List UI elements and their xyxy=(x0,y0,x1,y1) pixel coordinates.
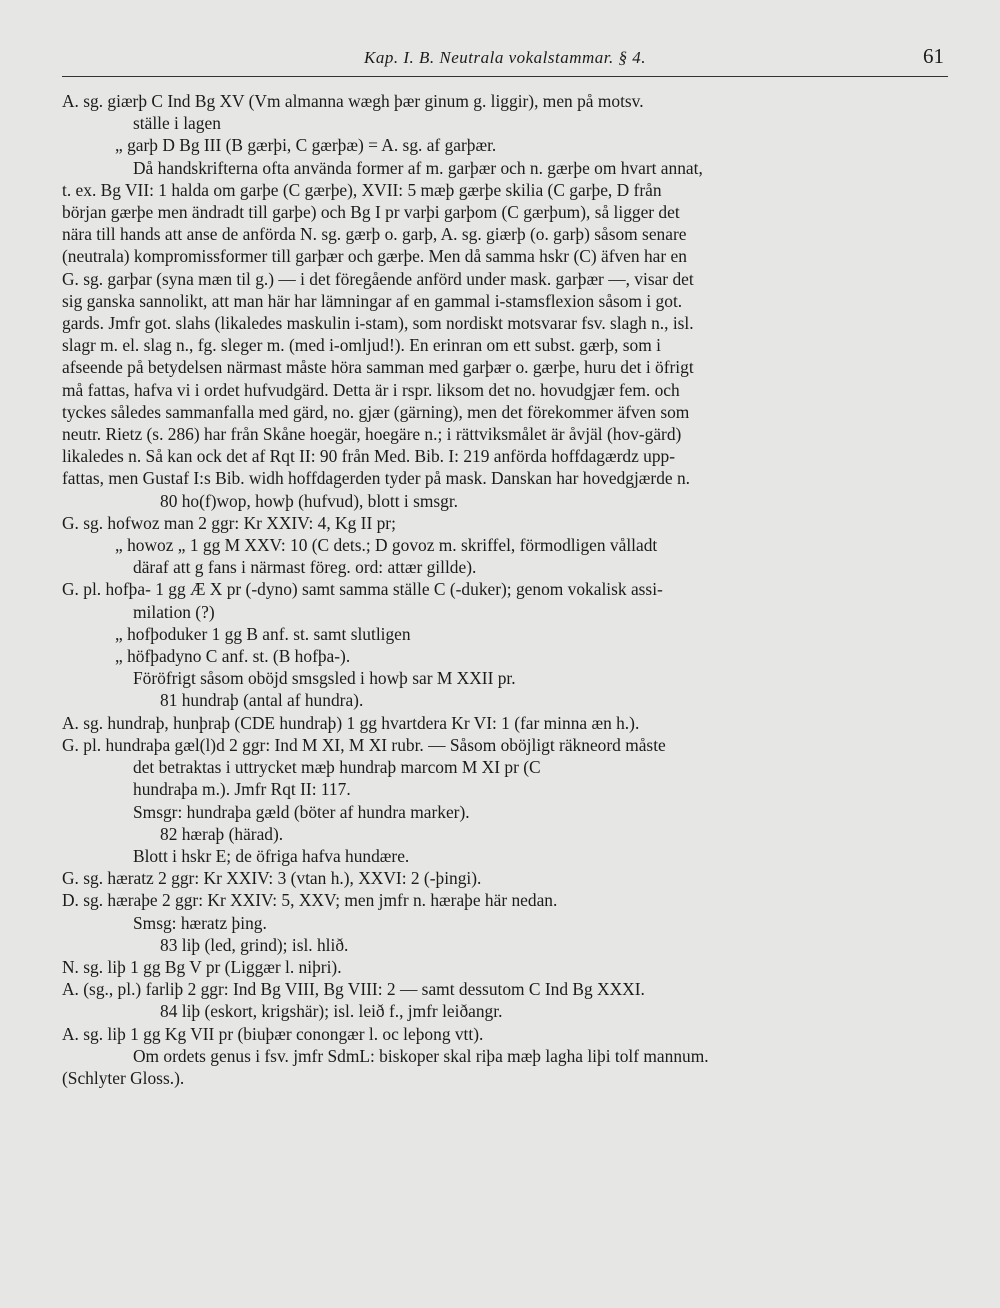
text-line: G. pl. hofþa- 1 gg Æ X pr (-dyno) samt samma ställe C (-duker); genom vokalisk assi- xyxy=(62,579,663,600)
entry-heading-80: 80 ho(f)wop, howþ (hufvud), blott i smsgr. xyxy=(160,490,459,511)
text-line: „ garþ D Bg III (B gærþi, C gærþæ) = A. sg. af garþær. xyxy=(115,135,497,156)
text-line: t. ex. Bg VII: 1 halda om garþe (C gærþe), XVII: 5 mæþ gærþe skilia (C garþe, D från xyxy=(62,179,662,200)
text-line: hundraþa m.). Jmfr Rqt II: 117. xyxy=(133,779,351,800)
text-line: slagr m. el. slag n., fg. sleger m. (med i-omljud!). En erinran om ett subst. gærþ, som i xyxy=(62,335,661,356)
text-line: afseende på betydelsen närmast måste höra samman med garþær o. gærþe, huru det i öfrigt xyxy=(62,357,694,378)
text-line: neutr. Rietz (s. 286) har från Skåne hoegär, hoegäre n.; i rättviksmålet är åvjäl (hov-gärd) xyxy=(62,424,682,445)
text-line: N. sg. liþ 1 gg Bg V pr (Liggær l. niþri). xyxy=(62,956,342,977)
text-line: sig ganska sannolikt, att man här har lämningar af en gammal i-stamsflexion såsom i got. xyxy=(62,290,683,311)
text-line: nära till hands att anse de anförda N. sg. gærþ o. garþ, A. sg. giærþ (o. garþ) såsom senare xyxy=(62,224,687,245)
text-line: „ höfþadyno C anf. st. (B hofþa-). xyxy=(115,646,351,667)
text-line: tyckes således sammanfalla med gärd, no. gjær (gärning), men det förekommer äfven som xyxy=(62,401,690,422)
text-line: A. sg. liþ 1 gg Kg VII pr (biuþær conongær l. oc leþong vtt). xyxy=(62,1023,484,1044)
entry-heading-81: 81 hundraþ (antal af hundra). xyxy=(160,690,364,711)
running-header xyxy=(62,44,948,77)
text-line: G. sg. garþar (syna mæn til g.) — i det föregående anförd under mask. garþær —, visar det xyxy=(62,268,694,289)
text-line: A. (sg., pl.) farliþ 2 ggr: Ind Bg VIII, Bg VIII: 2 — samt dessutom C Ind Bg XXXI. xyxy=(62,979,645,1000)
text-line: Då handskrifterna ofta använda former af m. garþær och n. gærþe om hvart annat, xyxy=(133,157,703,178)
page-number: 61 xyxy=(923,44,944,68)
text-line: likaledes n. Så kan ock det af Rqt II: 90 från Med. Bib. I: 219 anförda hoffdagærdz upp- xyxy=(62,446,676,467)
entry-heading-82: 82 hæraþ (härad). xyxy=(160,823,284,844)
text-line: (Schlyter Gloss.). xyxy=(62,1067,185,1088)
text-line: Blott i hskr E; de öfriga hafva hundære. xyxy=(133,845,410,866)
text-line: ställe i lagen xyxy=(133,113,221,134)
text-line: början gærþe men ändradt till garþe) och Bg I pr varþi garþom (C gærþum), så ligger det xyxy=(62,202,680,223)
text-line: gards. Jmfr got. slahs (likaledes maskulin i-stam), som nordiskt motsvarar fsv. slagh n., isl. xyxy=(62,313,694,334)
entry-heading-83: 83 liþ (led, grind); isl. hlið. xyxy=(160,934,349,955)
page-body xyxy=(62,90,946,1089)
text-line: „ hofþoduker 1 gg B anf. st. samt slutligen xyxy=(115,623,411,644)
text-line: Om ordets genus i fsv. jmfr SdmL: biskoper skal riþa mæþ lagha liþi tolf mannum. xyxy=(133,1045,709,1066)
text-line: fattas, men Gustaf I:s Bib. widh hoffdagerden tyder på mask. Danskan har hovedgjærde n. xyxy=(62,468,690,489)
text-line: G. sg. hæratz 2 ggr: Kr XXIV: 3 (vtan h.), XXVI: 2 (-þingi). xyxy=(62,868,482,889)
running-title: Kap. I. B. Neutrala vokalstammar. § 4. xyxy=(363,48,647,67)
text-line: D. sg. hæraþe 2 ggr: Kr XXIV: 5, XXV; men jmfr n. hæraþe här nedan. xyxy=(62,890,558,911)
text-line: A. sg. giærþ C Ind Bg XV (Vm almanna wægh þær ginum g. liggir), men på motsv. xyxy=(62,91,644,111)
text-line: (neutrala) kompromissformer till garþær och gærþe. Men då samma hskr (C) äfven har en xyxy=(62,246,687,267)
text-line: milation (?) xyxy=(133,601,215,622)
text-line: det betraktas i uttrycket mæþ hundraþ marcom M XI pr (C xyxy=(133,757,541,778)
text-line: G. sg. hofwoz man 2 ggr: Kr XXIV: 4, Kg II pr; xyxy=(62,512,396,533)
entry-heading-84: 84 liþ (eskort, krigshär); isl. leið f., jmfr leiðangr. xyxy=(160,1001,503,1022)
text-line: „ howoz „ 1 gg M XXV: 10 (C dets.; D govoz m. skriffel, förmodligen vålladt xyxy=(115,535,658,556)
text-line: G. pl. hundraþa gæl(l)d 2 ggr: Ind M XI, M XI rubr. — Såsom oböjligt räkneord måste xyxy=(62,734,666,755)
text-line: Föröfrigt såsom oböjd smsgsled i howþ sar M XXII pr. xyxy=(133,668,516,689)
text-line: Smsg: hæratz þing. xyxy=(133,912,267,933)
text-line: må fattas, hafva vi i ordet hufvudgärd. Detta är i rspr. liksom det no. hovudgjær fem. och xyxy=(62,379,680,400)
text-line: däraf att g fans i närmast föreg. ord: attær gillde). xyxy=(133,557,477,578)
text-line: Smsgr: hundraþa gæld (böter af hundra marker). xyxy=(133,801,470,822)
text-line: A. sg. hundraþ, hunþraþ (CDE hundraþ) 1 gg hvartdera Kr VI: 1 (far minna æn h.). xyxy=(62,712,640,733)
